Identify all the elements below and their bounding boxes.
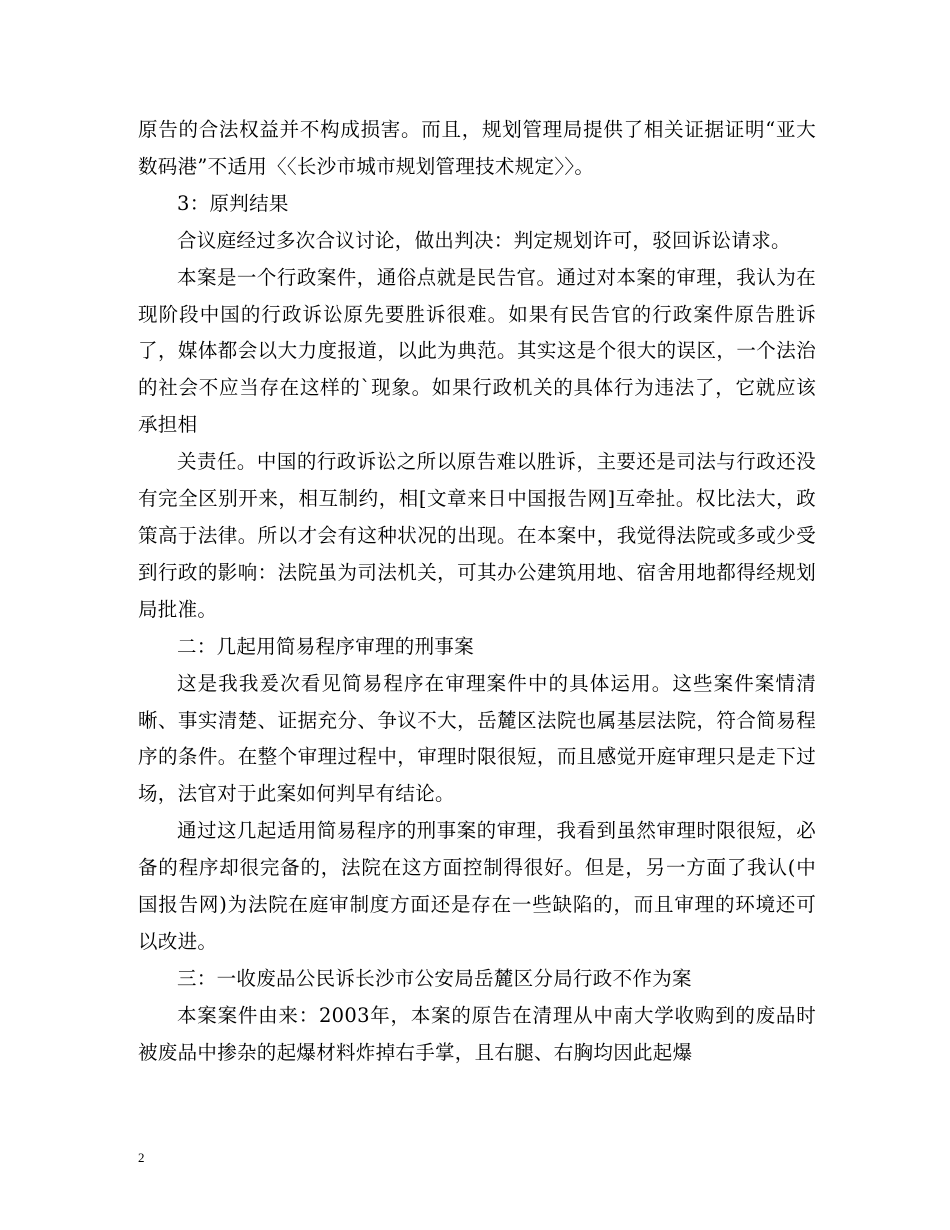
paragraph-responsibility: 关责任。中国的行政诉讼之所以原告难以胜诉，主要还是司法与行政还没有完全区别开来，相互制约，相[文章来日中国报告网]互牵扯。权比法大，政策高于法律。所以才会有这种状况的出现。在本案中，我觉得法院或多或少受到行政的影响：法院虽为司法机关，可其办公建筑用地、宿舍用地都得经规划局批准。 [138, 450, 816, 621]
paragraph-case-origin: 本案案件由来：2003年，本案的原告在清理从中南大学收购到的废品时被废品中掺杂的起爆材料炸掉右手掌，且右腿、右胸均因此起爆 [138, 1003, 816, 1064]
section-heading-administrative-case: 三：一收废品公民诉长沙市公安局岳麓区分局行政不作为案 [177, 966, 692, 990]
paragraph-analysis: 本案是一个行政案件，通俗点就是民告官。通过对本案的审理，我认为在现阶段中国的行政诉讼原先要胜诉很难。如果有民告官的行政案件原告胜诉了，媒体都会以大力度报道，以此为典范。其实这是个很大的误区，一个法治的社会不应当存在这样的`现象。如果行政机关的具体行为违法了，它就应该承担相 [138, 265, 816, 437]
section-heading-original-judgment: 3：原判结果 [177, 191, 289, 215]
paragraph-procedure-review: 通过这几起适用简易程序的刑事案的审理，我看到虽然审理时限很短，必备的程序却很完备的，法院在这方面控制得很好。但是，另一方面了我认(中国报告网)为法院在庭审制度方面还是存在一些缺陷的，而且审理的环境还可以改进。 [138, 819, 816, 953]
paragraph-simple-procedure: 这是我我爰次看见简易程序在审理案件中的具体运用。这些案件案情清晰、事实清楚、证据充分、争议不大，岳麓区法院也属基层法院，符合简易程序的条件。在整个审理过程中，审理时限很短，而且感觉开庭审理只是走下过场，法官对于此案如何判早有结论。 [138, 671, 816, 806]
paragraph-continuation: 原告的合法权益并不构成损害。而且，规划管理局提供了相关证据证明“亚大数码港”不适用〈〈长沙市城市规划管理技术规定〉〉。 [138, 118, 816, 178]
page-number: 2 [138, 1150, 145, 1165]
paragraph-judgment: 合议庭经过多次合议讨论，做出判决：判定规划许可，驳回诉讼请求。 [177, 228, 791, 252]
document-body [138, 112, 816, 1072]
section-heading-criminal-cases: 二：几起用简易程序审理的刑事案 [177, 634, 475, 658]
